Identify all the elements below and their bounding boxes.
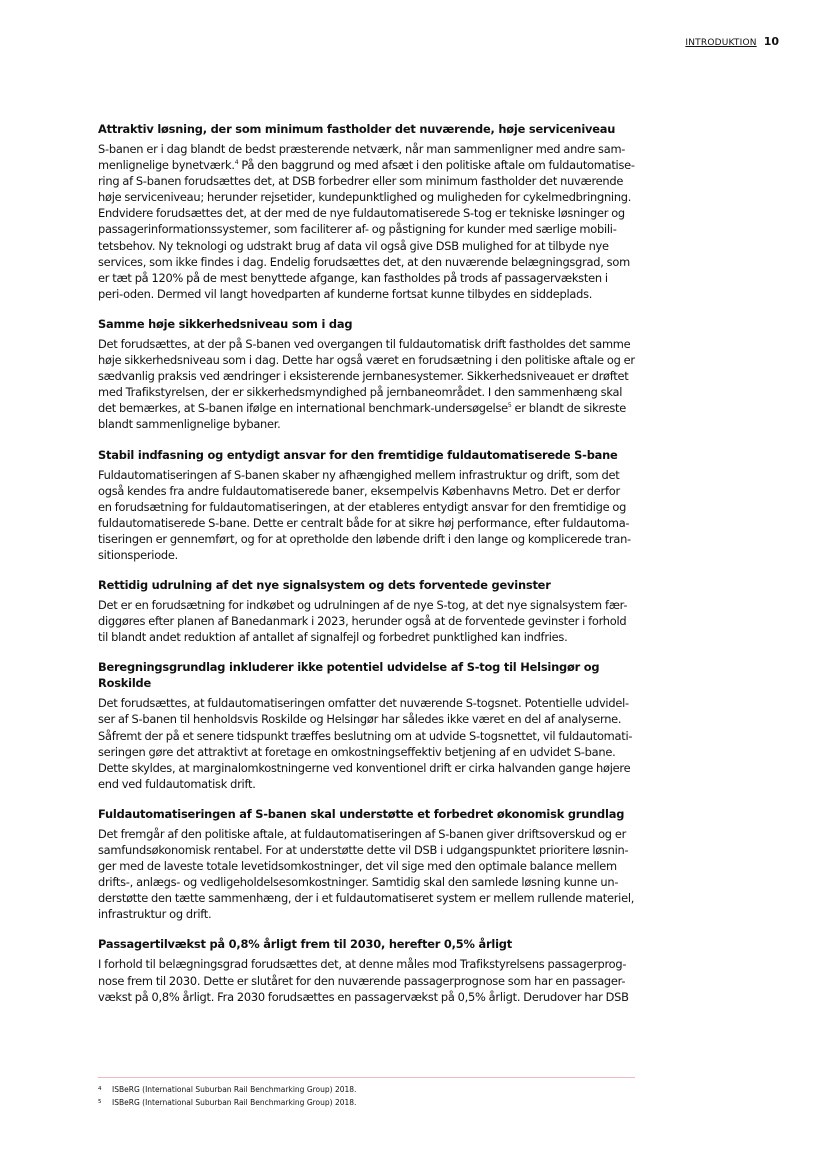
section-body: I forhold til belægningsgrad forudsættes det, at denne måles mod Trafikstyrelsens passagerprog-nose frem til 2030. Dette er slutåret for den nuværende passagerprognose som har en passager-vækst på 0,8% årligt. Fra 2030 forudsættes en passagervækst på 0,5% årligt. Derudover har DSB [98,957,629,1004]
section-block [98,316,635,433]
footnote [98,1096,356,1109]
footnote-number: 4 [98,1086,102,1092]
section-body: Det er en forudsætning for indkøbet og udrulningen af de nye S-tog, at det nye signalsystem fær-diggøres efter planen af Banedanmark i 2023, herunder også at de forventede gevinster i forhold til blandt andet reduktion af antallet af signalfejl og forbedret punktlighed kan indfries. [98,598,628,645]
footnote-number: 5 [98,1099,102,1105]
section-body [98,141,635,302]
section-heading: Rettidig udrulning af det nye signalsystem og dets forventede gevinster [98,578,551,593]
section-body: Det forudsættes, at fuldautomatiseringen omfatter det nuværende S-togsnet. Potentielle udvidel-ser af S-banen til henholdsvis Roskilde og Helsingør har således ikke været en del af analyserne. Såfremt der på et senere tidspunkt træffes beslutning om at udvide S-togsnettet, vil fuldautomati-seringen gøre det attraktivt at foretage en omkostningseffektiv betjening af en udvidet S-bane. Dette skyldes, at marginalomkostningerne ved konventionel drift er cirka halvanden gange højere end ved fuldautomatisk drift. [98,696,633,791]
section-block [98,936,635,1004]
footnote-reference: 4 [234,159,239,167]
header-section-title: INTRODUKTION [685,38,757,48]
main-content [98,121,635,1019]
body-text: Det forudsættes, at der på S-banen ved overgangen til fuldautomatisk drift fastholdes det samme høje sikkerhedsniveau som i dag. Dette har også været en forudsætning i den politiske aftale og er sædvanlig praksis ved ændringer i eksisterende jernbanesystemer. Sikkerhedsniveauet er drøftet med Trafikstyrelsen, der er sikkerhedsmyndighed på jernbaneområdet. I den sammenhæng skal det bemærkes, at S-banen ifølge en international benchmark-undersøgelse [98,336,635,416]
section-heading: Fuldautomatiseringen af S-banen skal understøtte et forbedret økonomisk grundlag [98,806,625,821]
section-body: Det fremgår af den politiske aftale, at fuldautomatiseringen af S-banen giver driftsoverskud og er samfundsøkonomisk rentabel. For at understøtte dette vil DSB i udgangspunktet prioritere løsnin-ger med de laveste totale levetidsomkostninger, det vil sige med den optimale balance mellem drifts-, anlægs- og vedligeholdelsesomkostninger. Samtidig skal den samlede løsning kunne un-derstøtte den tætte sammenhæng, der i et fuldautomatiseret system er mellem rullende materiel, infrastruktur og drift. [98,826,635,922]
section-body: Fuldautomatiseringen af S-banen skaber ny afhængighed mellem infrastruktur og drift, som det også kendes fra andre fuldautomatiserede baner, eksempelvis Københavns Metro. Det er derfor en forudsætning for fuldautomatiseringen, at der etableres entydigt ansvar for den fremtidige og fuldautomatiserede S-bane. Dette er centralt både for at sikre høj performance, efter fuldautoma-tiseringen er gennemført, og for at opretholde den løbende drift i den lange og komplicerede tran-sitionsperiode. [98,467,631,562]
section-body [98,336,635,433]
footnote [98,1083,356,1096]
section-heading: Samme høje sikkerhedsniveau som i dag [98,316,353,331]
body-text: er blandt de sikreste blandt sammenlignelige bybaner. [98,401,627,432]
page-number: 10 [763,35,779,48]
section-block [98,447,635,564]
footnote-text: ISBeRG (International Suburban Rail Benchmarking Group) 2018. [112,1085,357,1094]
section-block [98,659,635,792]
section-heading: Stabil indfasning og entydigt ansvar for den fremtidige fuldautomatiserede S-bane [98,447,618,462]
section-heading: Passagertilvækst på 0,8% årligt frem til 2030, herefter 0,5% årligt [98,937,512,952]
section-block [98,577,635,645]
section-block [98,121,635,302]
footnote-text: ISBeRG (International Suburban Rail Benchmarking Group) 2018. [112,1098,357,1107]
body-text: S-banen er i dag blandt de bedst præsterende netværk, når man sammenligner med andre sam-menlignelige bynetværk. [98,142,626,173]
section-heading: Attraktiv løsning, der som minimum fastholder det nuværende, høje serviceniveau [98,122,616,136]
section-block [98,806,635,923]
footnote-reference: 5 [507,402,512,410]
body-text: På den baggrund og med afsæt i den politiske aftale om fuldautomatise-ring af S-banen forudsættes det, at DSB forbedrer eller som minimum fastholder det nuværende høje serviceniveau; herunder rejsetider, kundepunktlighed og muligheden for cykelmedbringning. Endvidere forudsættes det, at der med de nye fuldautomatiserede S-tog er tekniske løsninger og passagerinformationssystemer, som faciliterer af- og påstigning for kunder med særlige mobili-tetsbehov. Ny teknologi og udstrakt brug af data vil også give DSB mulighed for at tilbyde nye services, som ikke findes i dag. Endelig forudsættes det, at den nuværende belægningsgrad, som er tæt på 120% på de mest benyttede afgange, kan fastholdes på trods af passagervæksten i peri-oden. Dermed vil langt hovedparten af kunderne fortsat kunne tilbydes en siddeplads. [98,158,635,301]
section-heading: Beregningsgrundlag inkluderer ikke potentiel udvidelse af S-tog til Helsingør og Roskilde [98,660,600,691]
page-header [685,35,779,48]
footnote-divider [98,1077,635,1078]
footnotes [98,1083,356,1109]
